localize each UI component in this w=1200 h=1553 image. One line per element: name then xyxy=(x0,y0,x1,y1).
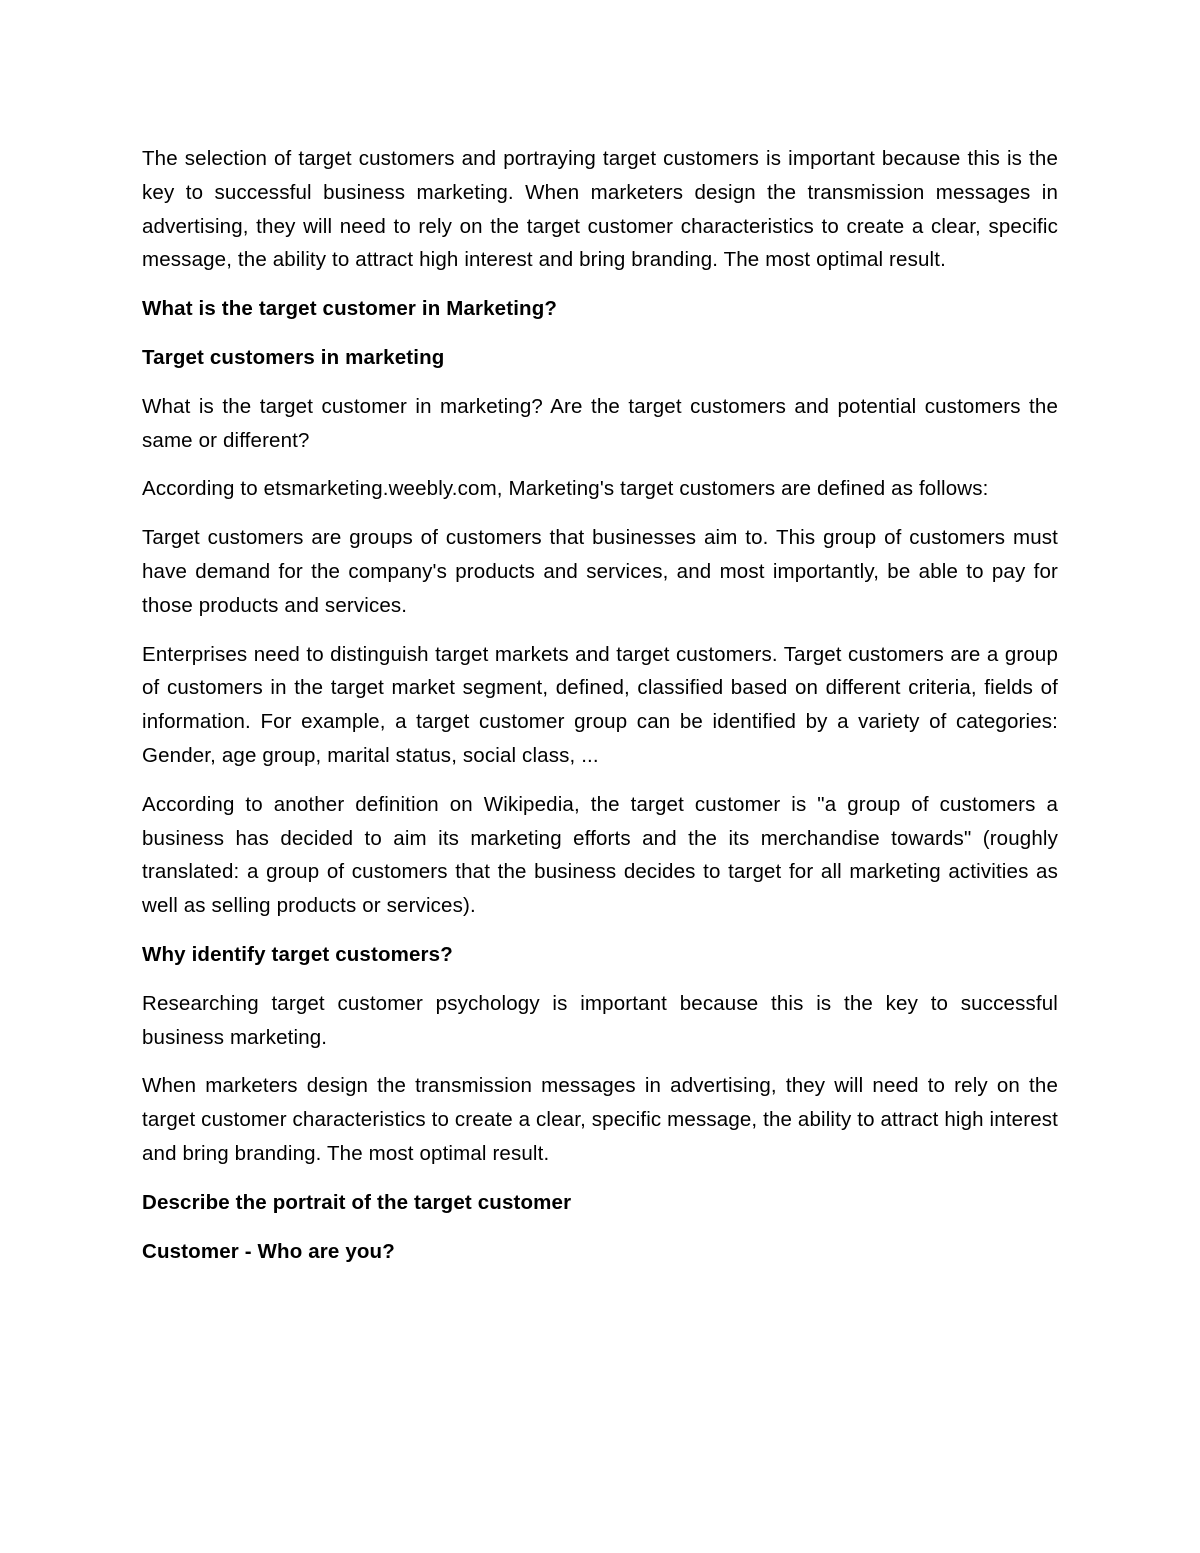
research-paragraph: Researching target customer psychology is important because this is the key to successful business marketing. xyxy=(142,991,1058,1049)
document-body xyxy=(142,142,1058,1283)
wikipedia-paragraph: According to another definition on Wikipedia, the target customer is "a group of customers a business has decided to aim its marketing efforts and the its merchandise towards" (roughly translated: a group of customers that the business decides to target for all marketing activities as well as selling products or services). xyxy=(142,792,1058,918)
heading-describe-portrait: Describe the portrait of the target customer xyxy=(142,1190,572,1214)
question-paragraph: What is the target customer in marketing? Are the target customers and potential customers the same or different? xyxy=(142,394,1058,452)
marketers-paragraph: When marketers design the transmission messages in advertising, they will need to rely on the target customer characteristics to create a clear, specific message, the ability to attract high interest and bring branding. The most optimal result. xyxy=(142,1074,1058,1165)
intro-paragraph: The selection of target customers and portraying target customers is important because this is the key to successful business marketing. When marketers design the transmission messages in advertising, they will need to rely on the target customer characteristics to create a clear, specific message, the ability to attract high interest and bring branding. The most optimal result. xyxy=(142,147,1058,272)
definition-paragraph: Target customers are groups of customers that businesses aim to. This group of customers must have demand for the company's products and services, and most importantly, be able to pay for those products and services. xyxy=(142,526,1058,617)
definition-intro-paragraph: According to etsmarketing.weebly.com, Marketing's target customers are defined as follows: xyxy=(142,477,989,501)
heading-what-is-target-customer: What is the target customer in Marketing? xyxy=(142,297,558,321)
heading-customer-who: Customer - Who are you? xyxy=(142,1239,395,1263)
heading-target-customers-in-marketing: Target customers in marketing xyxy=(142,345,445,369)
enterprises-paragraph: Enterprises need to distinguish target markets and target customers. Target customers are a group of customers in the target market segment, defined, classified based on different criteria, fields of information. For example, a target customer group can be identified by a variety of categories: Gender, age group, marital status, social class, ... xyxy=(142,642,1058,767)
heading-why-identify: Why identify target customers? xyxy=(142,942,453,966)
